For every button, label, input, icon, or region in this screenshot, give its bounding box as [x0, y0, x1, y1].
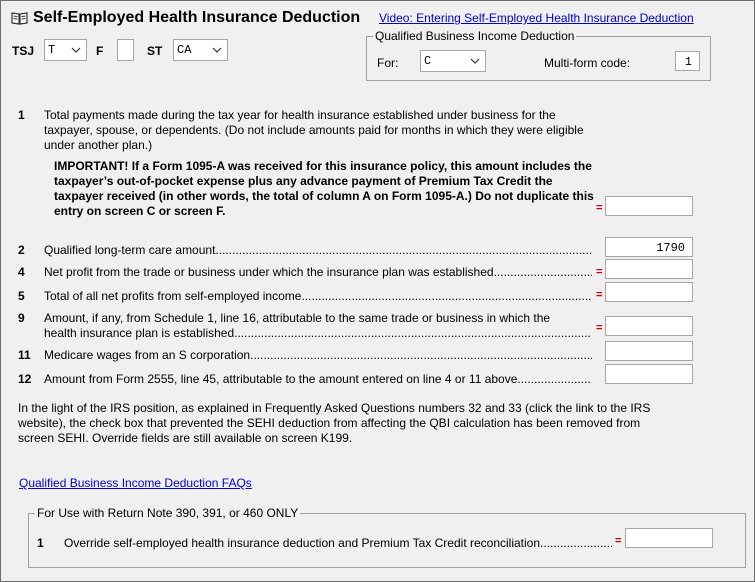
line-11-input[interactable] — [605, 341, 693, 361]
line-1-important-note: IMPORTANT! If a Form 1095-A was received for this insurance policy, this amount includes the taxpayer’s out-of-pocket expense plus any advance payment of Premium Tax Credit the taxpayer received (in other words, the total of column A on Form 1095-A.) Do not duplicate this entry on screen C or screen F. — [54, 159, 594, 218]
override-input[interactable] — [625, 528, 713, 548]
f-label: F — [96, 44, 104, 58]
video-link[interactable]: Video: Entering Self-Employed Health Insurance Deduction — [379, 11, 694, 25]
line-4-input[interactable] — [605, 259, 693, 279]
line-5-input[interactable] — [605, 282, 693, 302]
title-text: Self-Employed Health Insurance Deduction — [33, 9, 361, 26]
line-4-number: 4 — [18, 265, 25, 279]
override-text: Override self-employed health insurance deduction and Premium Tax Credit reconciliation — [64, 536, 541, 550]
qbi-faq-link[interactable]: Qualified Business Income Deduction FAQs — [19, 476, 252, 490]
line-12-input[interactable] — [605, 364, 693, 384]
tsj-select[interactable] — [44, 39, 87, 61]
line-2-input[interactable]: 1790 — [605, 237, 693, 257]
line-5-text: Total of all net profits from self-employed income — [44, 289, 302, 303]
for-label: For: — [377, 56, 399, 70]
f-checkbox[interactable] — [117, 39, 134, 61]
irs-note: In the light of the IRS position, as explained in Frequently Asked Questions numbers 32 and 33 (click the link to the IRS website), the check box that prevented the SEHI deduction from affecting the QBI calculation has been removed from screen SEHI. Override fields are still available on screen K199. — [18, 401, 651, 445]
line-2-text: Qualified long-term care amount — [44, 243, 216, 257]
line-5-label — [44, 289, 592, 304]
line-12-label — [44, 372, 592, 387]
required-marker: = — [596, 322, 603, 334]
line-9-label — [44, 326, 592, 341]
tsj-value: T — [48, 43, 56, 57]
tsj-label: TSJ — [12, 44, 35, 58]
required-marker: = — [596, 266, 603, 278]
line-11-number: 11 — [18, 348, 31, 362]
required-marker: = — [596, 289, 603, 301]
line-9-input[interactable] — [605, 316, 693, 336]
line-1-input[interactable] — [605, 196, 693, 216]
line-1-text: Total payments made during the tax year for health insurance established under business for the taxpayer, spouse, or dependents. (Do not include amounts paid for months in which they were eligible under another plan.) — [44, 108, 584, 152]
line-11-label — [44, 348, 592, 363]
line-4-text: Net profit from the trade or business under which the insurance plan was established — [44, 265, 494, 279]
override-line-number: 1 — [37, 536, 44, 550]
st-label: ST — [147, 44, 163, 58]
line-9-number: 9 — [18, 311, 25, 325]
required-marker: = — [615, 535, 622, 547]
override-label — [64, 536, 612, 551]
chevron-down-icon — [469, 55, 481, 67]
override-legend: For Use with Return Note 390, 391, or 460 ONLY — [37, 506, 299, 520]
qbi-legend: Qualified Business Income Deduction — [375, 29, 575, 43]
line-4-label — [44, 265, 592, 280]
book-icon — [11, 11, 28, 25]
qbi-group — [366, 29, 711, 81]
required-marker: = — [596, 202, 603, 214]
st-select[interactable] — [173, 39, 228, 61]
for-select[interactable] — [420, 50, 486, 72]
line-11-text: Medicare wages from an S corporation — [44, 348, 251, 362]
line-2-label — [44, 243, 592, 258]
for-value: C — [424, 54, 432, 68]
line-9-text-line2: health insurance plan is established — [44, 326, 235, 340]
line-12-number: 12 — [18, 372, 32, 386]
line-1-number: 1 — [18, 108, 25, 122]
line-12-text: Amount from Form 2555, line 45, attributable to the amount entered on line 4 or 11 above — [44, 372, 518, 386]
st-value: CA — [177, 43, 192, 57]
chevron-down-icon — [70, 44, 82, 56]
line-2-number: 2 — [18, 243, 25, 257]
chevron-down-icon — [211, 44, 223, 56]
line-5-number: 5 — [18, 289, 25, 303]
line-9-text-line1: Amount, if any, from Schedule 1, line 16, attributable to the same trade or business in which the — [44, 311, 551, 325]
multiform-label: Multi-form code: — [544, 56, 631, 70]
multiform-input[interactable]: 1 — [675, 51, 700, 71]
page-title — [11, 9, 360, 27]
